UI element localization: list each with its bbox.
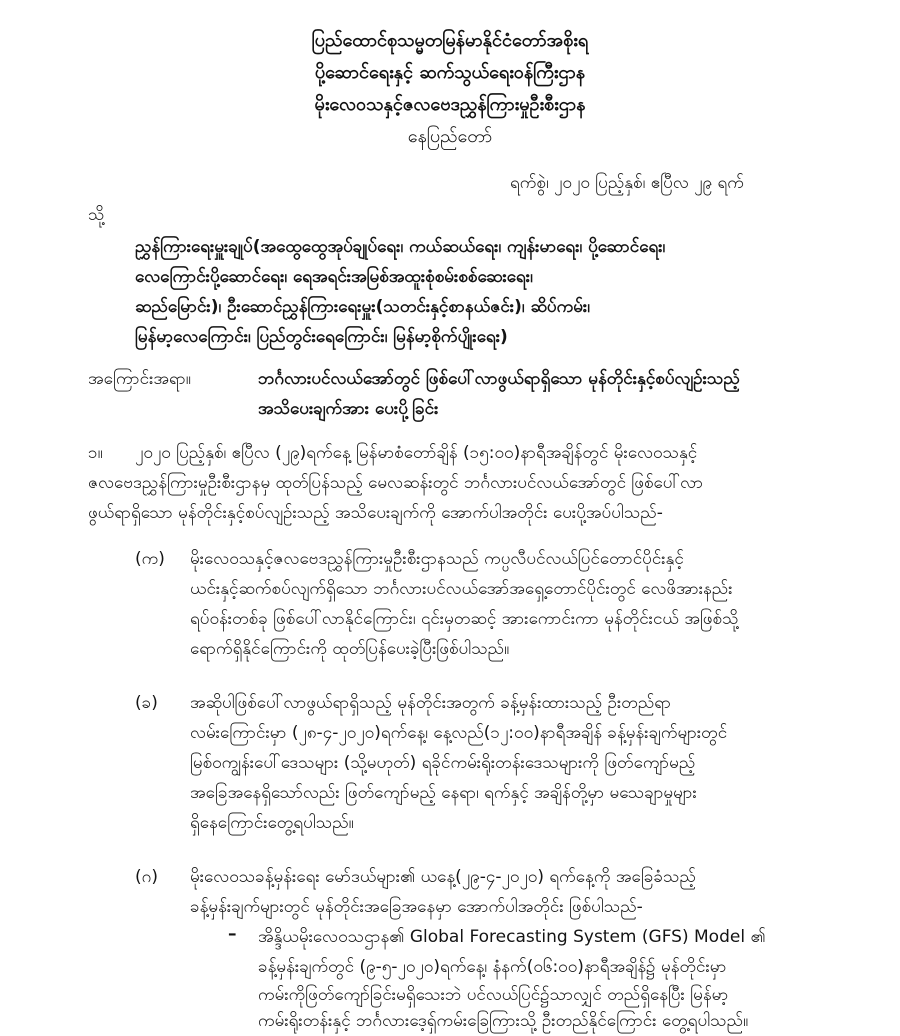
sub-item-line: ခန့်မှန်းချက်တွင် (၉-၅-၂၀၂၀)ရက်နေ့၊ နံနက်(၀၆:၀၀)နာရီအချိန်၌ မုန်တိုင်းမှာ bbox=[258, 957, 727, 977]
item-line: ယင်းနှင့်ဆက်စပ်လျက်ရှိသော ဘင်္ဂလားပင်လယ်အော်အရှေ့တောင်ပိုင်းတွင် လေဖိအားနည်း bbox=[190, 579, 733, 599]
item-line: လမ်းကြောင်းမှာ (၂၈-၄-၂၀၂၀)ရက်နေ့၊ နေ့လည်(၁၂:၀၀)နာရီအချိန် ခန့်မှန်းချက်များတွင် bbox=[190, 723, 728, 743]
to-label: သို့ bbox=[88, 205, 105, 225]
subject-label: အကြောင်းအရာ။ bbox=[88, 369, 191, 389]
recipient-line: မြန်မာ့လေကြောင်း၊ ပြည်တွင်းရေကြောင်း၊ မြန်မာ့စိုက်ပျိုးရေး) bbox=[135, 327, 508, 347]
item-line: ရောက်ရှိနိုင်ကြောင်းကို ထုတ်ပြန်ပေးခဲ့ပြီးဖြစ်ပါသည်။ bbox=[190, 639, 510, 659]
paragraph-line: ဇလဗေဒညွှန်ကြားမှုဦးစီးဌာနမှ ထုတ်ပြန်သည့် မေလဆန်းတွင် ဘင်္ဂလားပင်လယ်အော်တွင် ဖြစ်ပေါ်လာ bbox=[88, 473, 704, 493]
recipient-line: လေကြောင်းပို့ဆောင်ရေး၊ ရေအရင်းအမြစ်အထူးစုံစမ်းစစ်ဆေးရေး၊ bbox=[135, 267, 533, 287]
ministry-header-line2: ပို့ဆောင်ရေးနှင့် ဆက်သွယ်ရေးဝန်ကြီးဌာန bbox=[314, 62, 586, 83]
paragraph-line: ၂၀၂၀ ပြည့်နှစ်၊ ဧပြီလ (၂၉)ရက်နေ့ မြန်မာစံတော်ချိန် (၁၅:၀၀)နာရီအချိန်တွင် မိုးလေဝသနှင့် bbox=[135, 443, 698, 463]
item-marker-kha: (ခ) bbox=[135, 693, 158, 713]
letter-date: ရက်စွဲ၊ ၂၀၂၀ ပြည့်နှစ်၊ ဧပြီလ ၂၉ ရက် bbox=[510, 173, 744, 193]
sub-item-line: ကမ်းကိုဖြတ်ကျော်ခြင်းမရှိသေးဘဲ ပင်လယ်ပြင်၌သာလျှင် တည်ရှိနေပြီး မြန်မာ့ bbox=[258, 985, 729, 1005]
subject-title-line2: အသိပေးချက်အား ပေးပို့ခြင်း bbox=[258, 399, 439, 419]
paragraph-line: ဖွယ်ရာရှိသော မုန်တိုင်းနှင့်စပ်လျဉ်းသည့် အသိပေးချက်ကို အောက်ပါအတိုင်း ပေးပို့အပ်ပါသည်- bbox=[88, 503, 663, 523]
department-header: မိုးလေဝသနှင့်ဇလဗေဒညွှန်ကြားမှုဦးစီးဌာန bbox=[314, 94, 586, 115]
subject-title-line1: ဘင်္ဂလားပင်လယ်အော်တွင် ဖြစ်ပေါ်လာဖွယ်ရာရှိသော မုန်တိုင်းနှင့်စပ်လျဉ်းသည့် bbox=[258, 369, 740, 389]
recipient-line: ညွှန်ကြားရေးမှူးချုပ်(အထွေထွေအုပ်ချုပ်ရေး၊ ကယ်ဆယ်ရေး၊ ကျန်းမာရေး၊ ပို့ဆောင်ရေး၊ bbox=[135, 237, 666, 257]
ministry-header-line1: ပြည်ထောင်စုသမ္မတမြန်မာနိုင်ငံတော်အစိုးရ bbox=[311, 30, 589, 51]
item-line: အဆိုပါဖြစ်ပေါ်လာဖွယ်ရာရှိသည့် မုန်တိုင်းအတွက် ခန့်မှန်းထားသည့် ဦးတည်ရာ bbox=[190, 693, 672, 713]
location-header: နေပြည်တော် bbox=[407, 126, 493, 147]
sub-item-dash: – bbox=[228, 924, 237, 944]
item-line: မိုးလေဝသနှင့်ဇလဗေဒညွှန်ကြားမှုဦးစီးဌာနသည် ကပ္ပလီပင်လယ်ပြင်တောင်ပိုင်းနှင့် bbox=[190, 549, 684, 569]
item-line: အခြေအနေရှိသော်လည်း ဖြတ်ကျော်မည့် နေရာ၊ ရက်နှင့် အချိန်တို့မှာ မသေချာမှုများ bbox=[190, 783, 697, 803]
item-line: ခန့်မှန်းချက်များတွင် မုန်တိုင်းအခြေအနေမှာ အောက်ပါအတိုင်း ဖြစ်ပါသည်- bbox=[190, 897, 643, 917]
item-line: မိုးလေဝသခန့်မှန်းရေး မော်ဒယ်များ၏ ယနေ့(၂၉-၄-၂၀၂၀) ရက်နေ့ကို အခြေခံသည့် bbox=[190, 867, 696, 887]
paragraph-number: ၁။ bbox=[88, 443, 103, 463]
item-marker-ka: (က) bbox=[135, 549, 165, 569]
item-line: မြစ်ဝကျွန်းပေါ်ဒေသများ (သို့မဟုတ်) ရခိုင်ကမ်းရိုးတန်းဒေသများကို ဖြတ်ကျော်မည့် bbox=[190, 753, 696, 773]
item-marker-ga: (ဂ) bbox=[135, 867, 158, 887]
item-line: ရှိနေကြောင်းတွေ့ရပါသည်။ bbox=[190, 813, 354, 833]
sub-item-line: ကမ်းရိုးတန်းနှင့် ဘင်္ဂလားဒေ့ရှ်ကမ်းခြေကြားသို့ ဦးတည်နိုင်ကြောင်း တွေ့ရပါသည်။ bbox=[258, 1011, 749, 1031]
sub-item-line: အိန္ဒိယမိုးလေဝသဌာန၏ Global Forecasting System (GFS) Model ၏ bbox=[258, 927, 766, 947]
recipient-line: ဆည်မြောင်း)၊ ဦးဆောင်ညွှန်ကြားရေးမှူး(သတင်းနှင့်စာနယ်ဇင်း)၊ ဆိပ်ကမ်း၊ bbox=[135, 297, 590, 317]
item-line: ရပ်ဝန်းတစ်ခု ဖြစ်ပေါ်လာနိုင်ကြောင်း၊ ၎င်းမှတဆင့် အားကောင်းကာ မုန်တိုင်းငယ် အဖြစ်သို့ bbox=[190, 609, 739, 629]
